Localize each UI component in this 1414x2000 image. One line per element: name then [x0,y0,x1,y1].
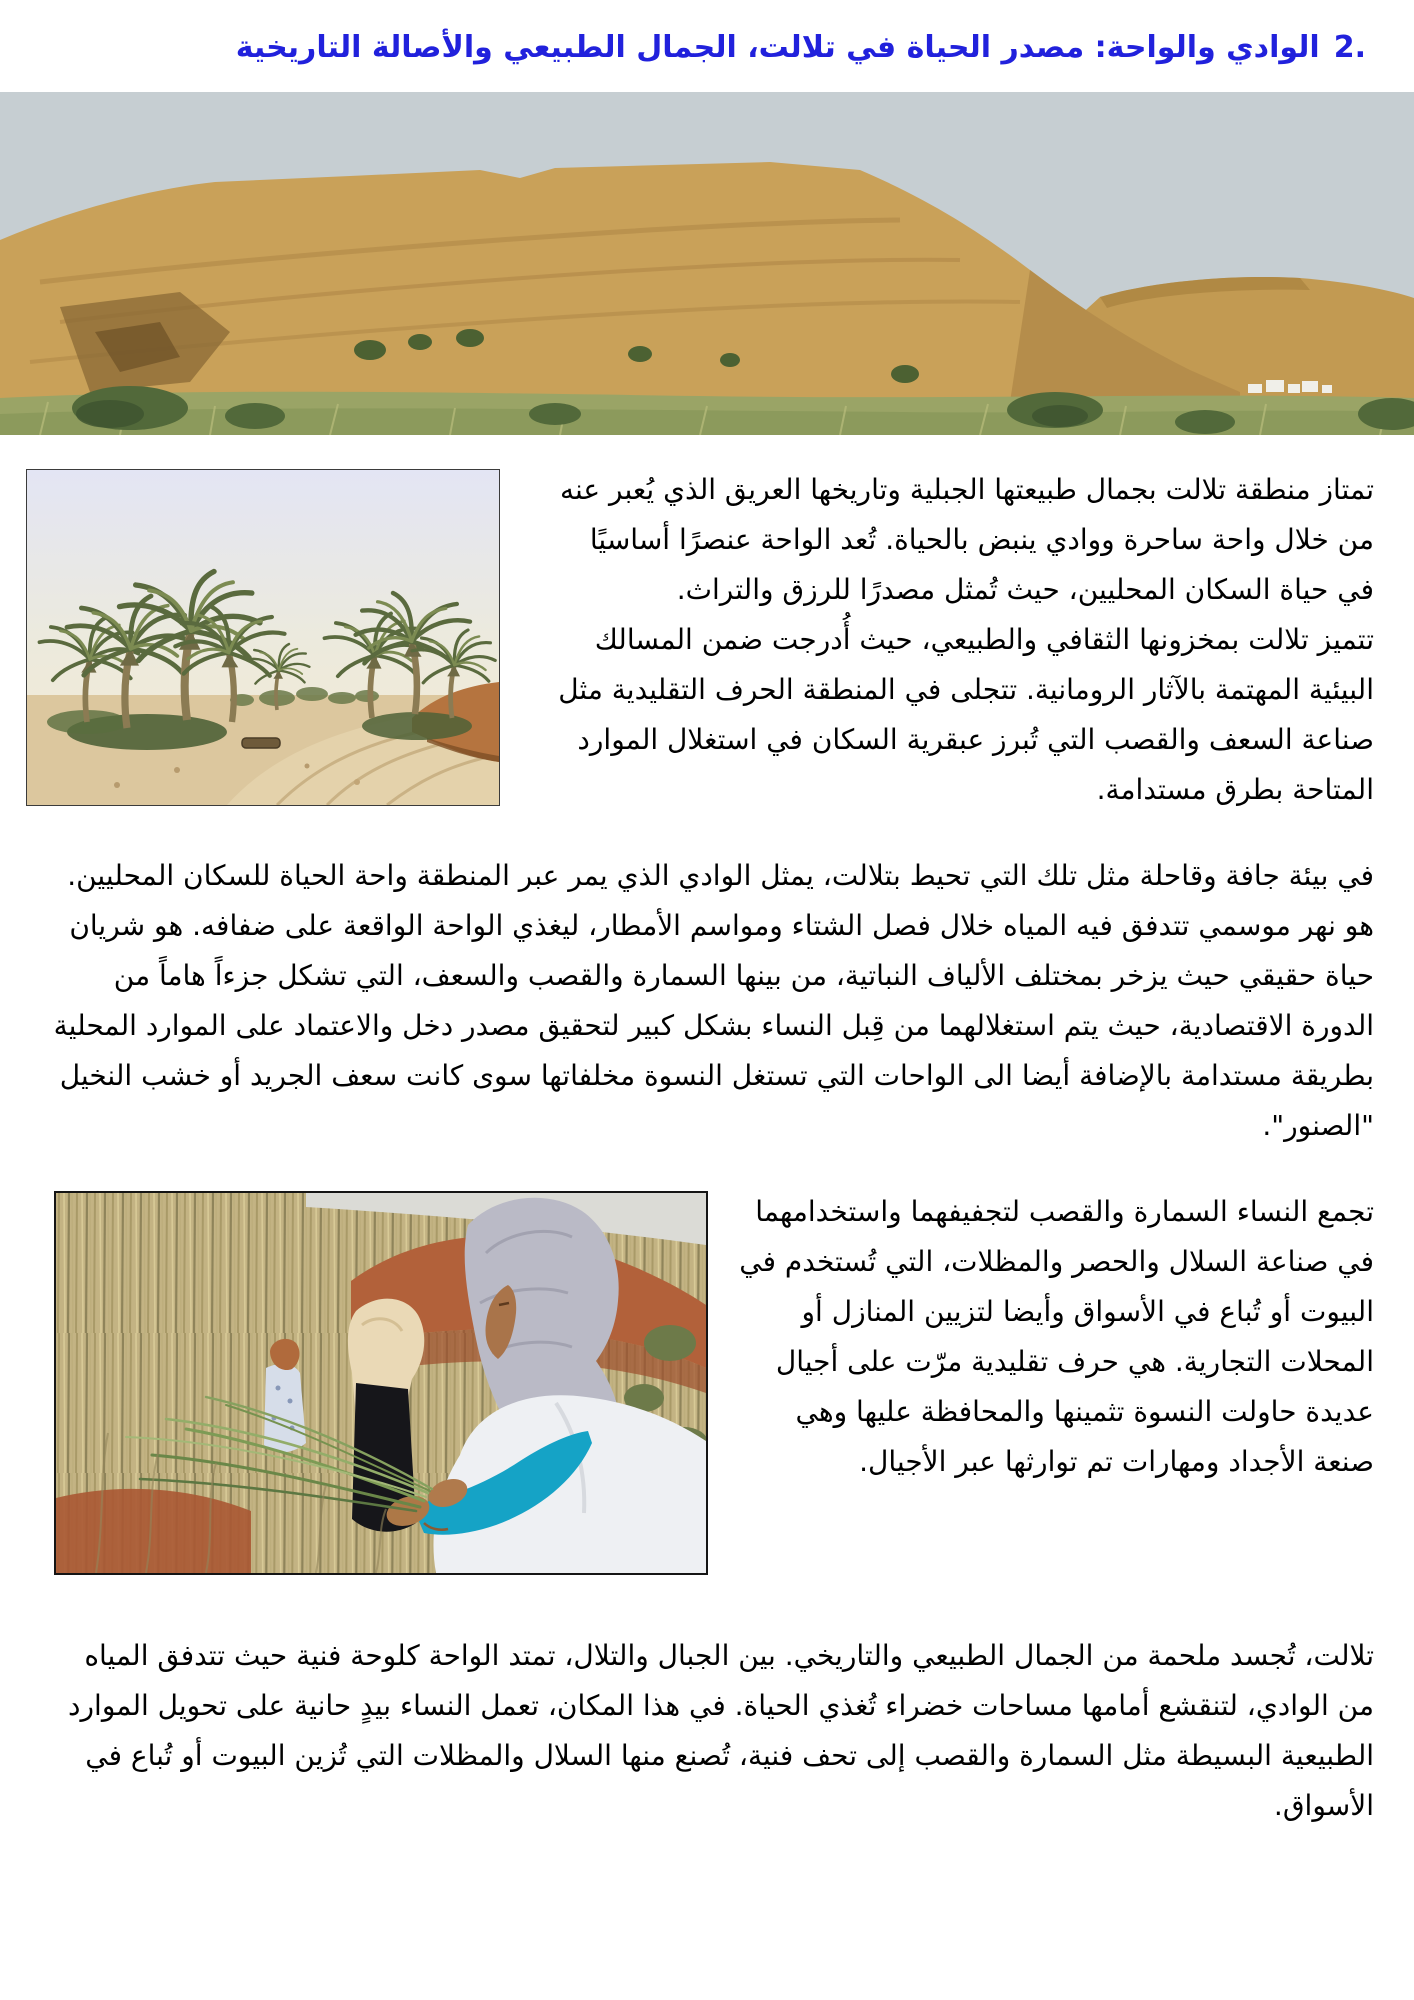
women-photo-illustration [56,1193,706,1573]
paragraph-valley: في بيئة جافة وقاحلة مثل تلك التي تحيط بتلالت، يمثل الوادي الذي يمر عبر المنطقة واحة الحياة للسكان المحليين. هو نهر موسمي تتدفق فيه المياه خلال فصل الشتاء ومواسم الأمطار، ليغذي الواحة الواقعة على ضفافه. هو شريان حياة حقيقي حيث يزخر بمختلف الألياف النباتية، من بينها السمارة والقصب والسعف، التي تشكل جزءاً هاماً من الدورة الاقتصادية، حيث يتم استغلالهما من قِبل النساء بشكل كبير لتحقيق مصدر دخل والاعتماد على الموارد المحلية بطريقة مستدامة بالإضافة أيضا الى الواحات التي تستغل النسوة مخلفاتها سوى كانت سعف الجريد أو خشب النخيل "الصنور". [53,859,1374,1142]
red-ground-left [56,1489,251,1573]
heading-number: 2. [1333,30,1366,65]
palm-oasis-photo [26,469,500,806]
paragraph-crafts: تجمع النساء السمارة والقصب لتجفيفهما واستخدامهما في صناعة السلال والحصر والمظلات، التي تُستخدم في البيوت أو تُباع في الأسواق وأيضا لتزيين المنازل أو المحلات التجارية. هي حرف تقليدية مرّت على أجيال عديدة حاولت النسوة تثمينها والمحافظة عليها وهي صنعة الأجداد ومهارات تم توارثها عبر الأجيال. [739,1195,1374,1478]
hero-photo-illustration [0,92,1414,435]
paragraph-closing: تلالت، تُجسد ملحمة من الجمال الطبيعي والتاريخي. بين الجبال والتلال، تمتد الواحة كلوحة فنية حيث تتدفق المياه من الوادي، لتنقشع أمامها مساحات خضراء تُغذي الحياة. في هذا المكان، تعمل النساء بيدٍ حانية على تحويل الموارد الطبيعية البسيطة مثل السمارة والقصب إلى تحف فنية، تُصنع منها السلال والمظلات التي تُزين البيوت أو تُباع في الأسواق. [68,1639,1374,1822]
oasis-photo-illustration [27,470,499,805]
page-title [48,28,1366,68]
paragraph-oasis-1: تمتاز منطقة تلالت بجمال طبيعتها الجبلية وتاريخها العريق الذي يُعبر عنه من خلال واحة ساحرة ووادي ينبض بالحياة. تُعد الواحة عنصرًا أساسيًا في حياة السكان المحليين، حيث تُمثل مصدرًا للرزق والتراث. [559,473,1374,606]
hero-desert-landscape-photo [0,92,1414,435]
section-crafts [26,1187,1374,1583]
women-gathering-reeds-photo [54,1191,708,1575]
heading-text: الوادي والواحة: مصدر الحياة في تلالت، الجمال الطبيعي والأصالة التاريخية [235,30,1320,65]
paragraph-oasis-2: تتميز تلالت بمخزونها الثقافي والطبيعي، حيث أُدرجت ضمن المسالك البيئية المهتمة بالآثار الرومانية. تتجلى في المنطقة الحرف التقليدية مثل صناعة السعف والقصب التي تُبرز عبقرية السكان في استغلال الموارد المتاحة بطرق مستدامة. [558,623,1374,806]
section-oasis-intro [26,465,1374,815]
